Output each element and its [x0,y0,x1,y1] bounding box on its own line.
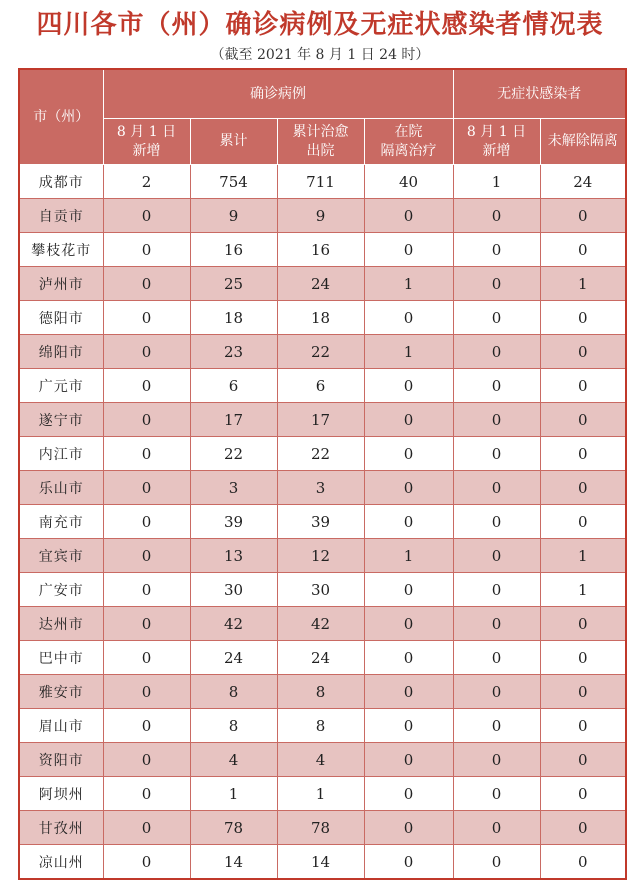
cell-value: 0 [364,675,453,709]
cell-value: 0 [453,505,540,539]
cell-value: 0 [364,709,453,743]
cell-city: 乐山市 [19,471,103,505]
cell-value: 0 [364,641,453,675]
cell-value: 0 [540,403,626,437]
cell-city: 凉山州 [19,845,103,880]
cell-value: 42 [190,607,277,641]
cell-value: 1 [277,777,364,811]
data-table [18,68,627,880]
cell-value: 0 [453,437,540,471]
cell-value: 24 [277,267,364,301]
header-city: 市（州） [19,69,103,165]
cell-city: 资阳市 [19,743,103,777]
cell-value: 0 [103,845,190,880]
table-row [19,709,626,743]
table-row [19,369,626,403]
cell-value: 0 [103,437,190,471]
cell-value: 0 [364,199,453,233]
cell-value: 8 [277,675,364,709]
header-col-asym-new [453,119,540,165]
cell-value: 24 [277,641,364,675]
cell-value: 24 [190,641,277,675]
cell-value: 0 [103,471,190,505]
cell-value: 39 [190,505,277,539]
cell-value: 0 [103,675,190,709]
header-col-hospitalized [364,119,453,165]
cell-value: 0 [540,743,626,777]
cell-value: 0 [103,811,190,845]
cell-value: 0 [103,403,190,437]
cell-value: 0 [453,471,540,505]
cell-city: 眉山市 [19,709,103,743]
cell-value: 4 [277,743,364,777]
cell-value: 0 [103,199,190,233]
cell-value: 1 [364,539,453,573]
cell-value: 0 [103,335,190,369]
cell-value: 22 [190,437,277,471]
header-col-line1: 未解除隔离 [547,133,618,149]
cell-city: 自贡市 [19,199,103,233]
header-col-line2: 新增 [132,142,161,159]
cell-value: 22 [277,437,364,471]
cell-value: 0 [364,403,453,437]
cell-city: 德阳市 [19,301,103,335]
cell-value: 0 [103,301,190,335]
cell-value: 1 [540,573,626,607]
cell-value: 1 [540,267,626,301]
cell-value: 0 [540,777,626,811]
cell-value: 0 [540,437,626,471]
table-row [19,607,626,641]
cell-city: 阿坝州 [19,777,103,811]
cell-value: 0 [364,573,453,607]
header-col-line1: 8 月 1 日 [116,123,177,140]
cell-city: 广安市 [19,573,103,607]
cell-value: 0 [453,811,540,845]
cell-value: 0 [540,675,626,709]
cell-value: 14 [190,845,277,880]
cell-value: 42 [277,607,364,641]
cell-value: 0 [364,301,453,335]
cell-value: 0 [103,233,190,267]
cell-value: 30 [277,573,364,607]
cell-value: 14 [277,845,364,880]
cell-value: 0 [453,233,540,267]
table-row [19,743,626,777]
cell-city: 攀枝花市 [19,233,103,267]
header-row-group [19,69,626,119]
cell-value: 0 [103,573,190,607]
table-row [19,777,626,811]
header-col-recovered [277,119,364,165]
header-confirmed-group: 确诊病例 [103,69,453,119]
cell-value: 0 [540,607,626,641]
header-col-line1: 累计治愈 [292,123,349,140]
cell-city: 绵阳市 [19,335,103,369]
cell-value: 1 [453,165,540,199]
cell-value: 0 [453,369,540,403]
cell-value: 0 [453,607,540,641]
cell-value: 0 [453,199,540,233]
cell-value: 0 [364,845,453,880]
cell-city: 内江市 [19,437,103,471]
cell-value: 0 [364,505,453,539]
cell-value: 13 [190,539,277,573]
table-row [19,199,626,233]
cell-value: 0 [453,403,540,437]
cell-value: 0 [453,743,540,777]
cell-value: 40 [364,165,453,199]
cell-value: 0 [540,369,626,403]
cell-value: 78 [190,811,277,845]
cell-value: 8 [277,709,364,743]
cell-value: 3 [277,471,364,505]
cell-value: 0 [453,675,540,709]
header-col-line2: 隔离治疗 [380,142,437,159]
cell-value: 30 [190,573,277,607]
table-row [19,267,626,301]
table-row [19,845,626,880]
cell-value: 25 [190,267,277,301]
cell-value: 18 [190,301,277,335]
cell-value: 0 [364,743,453,777]
header-col-line1: 累计 [219,133,248,149]
cell-value: 9 [190,199,277,233]
cell-value: 6 [277,369,364,403]
cell-value: 0 [103,641,190,675]
cell-value: 4 [190,743,277,777]
header-col-asym-isolated [540,119,626,165]
cell-value: 0 [103,267,190,301]
cell-value: 0 [103,369,190,403]
cell-value: 0 [453,777,540,811]
cell-value: 17 [277,403,364,437]
header-col-line1: 在院 [394,123,423,140]
header-col-confirmed-new [103,119,190,165]
table-row [19,573,626,607]
cell-value: 1 [190,777,277,811]
cell-value: 0 [364,233,453,267]
page-title: 四川各市（州）确诊病例及无症状感染者情况表 [36,10,604,40]
cell-value: 6 [190,369,277,403]
cell-value: 0 [103,777,190,811]
cell-city: 泸州市 [19,267,103,301]
cell-value: 0 [103,743,190,777]
header-row-columns [19,119,626,165]
cell-city: 广元市 [19,369,103,403]
cell-value: 0 [540,335,626,369]
cell-value: 754 [190,165,277,199]
cell-value: 1 [364,267,453,301]
cell-value: 22 [277,335,364,369]
cell-value: 0 [364,369,453,403]
cell-value: 0 [453,267,540,301]
cell-value: 3 [190,471,277,505]
table-row [19,471,626,505]
header-asymptomatic-group: 无症状感染者 [453,69,626,119]
table-row [19,335,626,369]
cell-value: 0 [540,301,626,335]
cell-value: 78 [277,811,364,845]
table-row [19,641,626,675]
cell-value: 8 [190,709,277,743]
cell-city: 成都市 [19,165,103,199]
cell-value: 0 [540,845,626,880]
cell-city: 甘孜州 [19,811,103,845]
cell-city: 达州市 [19,607,103,641]
header-col-confirmed-total [190,119,277,165]
cell-value: 8 [190,675,277,709]
cell-value: 24 [540,165,626,199]
table-row [19,165,626,199]
cell-value: 0 [540,233,626,267]
cell-value: 0 [103,607,190,641]
table-body [19,165,626,880]
cell-value: 711 [277,165,364,199]
cell-value: 39 [277,505,364,539]
cell-value: 0 [453,641,540,675]
cell-value: 0 [364,777,453,811]
cell-value: 0 [453,539,540,573]
cell-value: 0 [540,811,626,845]
cell-value: 2 [103,165,190,199]
cell-city: 宜宾市 [19,539,103,573]
cell-value: 0 [453,573,540,607]
cell-value: 18 [277,301,364,335]
cell-city: 南充市 [19,505,103,539]
cell-city: 雅安市 [19,675,103,709]
cell-value: 9 [277,199,364,233]
table-row [19,505,626,539]
cell-value: 1 [364,335,453,369]
cell-value: 0 [453,335,540,369]
table-row [19,437,626,471]
cell-city: 遂宁市 [19,403,103,437]
cell-value: 17 [190,403,277,437]
cell-value: 0 [540,505,626,539]
cell-value: 0 [540,471,626,505]
table-row [19,301,626,335]
cell-value: 0 [103,539,190,573]
table-row [19,403,626,437]
cell-value: 16 [190,233,277,267]
cell-value: 0 [103,505,190,539]
cell-value: 16 [277,233,364,267]
header-col-line1: 8 月 1 日 [466,123,527,140]
header-col-line2: 出院 [306,142,335,159]
cell-value: 0 [453,845,540,880]
table-row [19,675,626,709]
table-row [19,811,626,845]
cell-value: 0 [540,641,626,675]
cell-value: 23 [190,335,277,369]
cell-value: 0 [540,709,626,743]
cell-value: 0 [364,437,453,471]
cell-value: 0 [364,607,453,641]
cell-value: 0 [453,301,540,335]
header-col-line2: 新增 [482,142,511,159]
cell-value: 0 [103,709,190,743]
table-header [19,69,626,165]
cell-value: 1 [540,539,626,573]
cell-value: 0 [364,471,453,505]
cell-city: 巴中市 [19,641,103,675]
cell-value: 0 [364,811,453,845]
table-row [19,233,626,267]
cell-value: 0 [453,709,540,743]
cell-value: 12 [277,539,364,573]
cell-value: 0 [540,199,626,233]
table-row [19,539,626,573]
page-subtitle: （截至 2021 年 8 月 1 日 24 时） [210,47,430,63]
